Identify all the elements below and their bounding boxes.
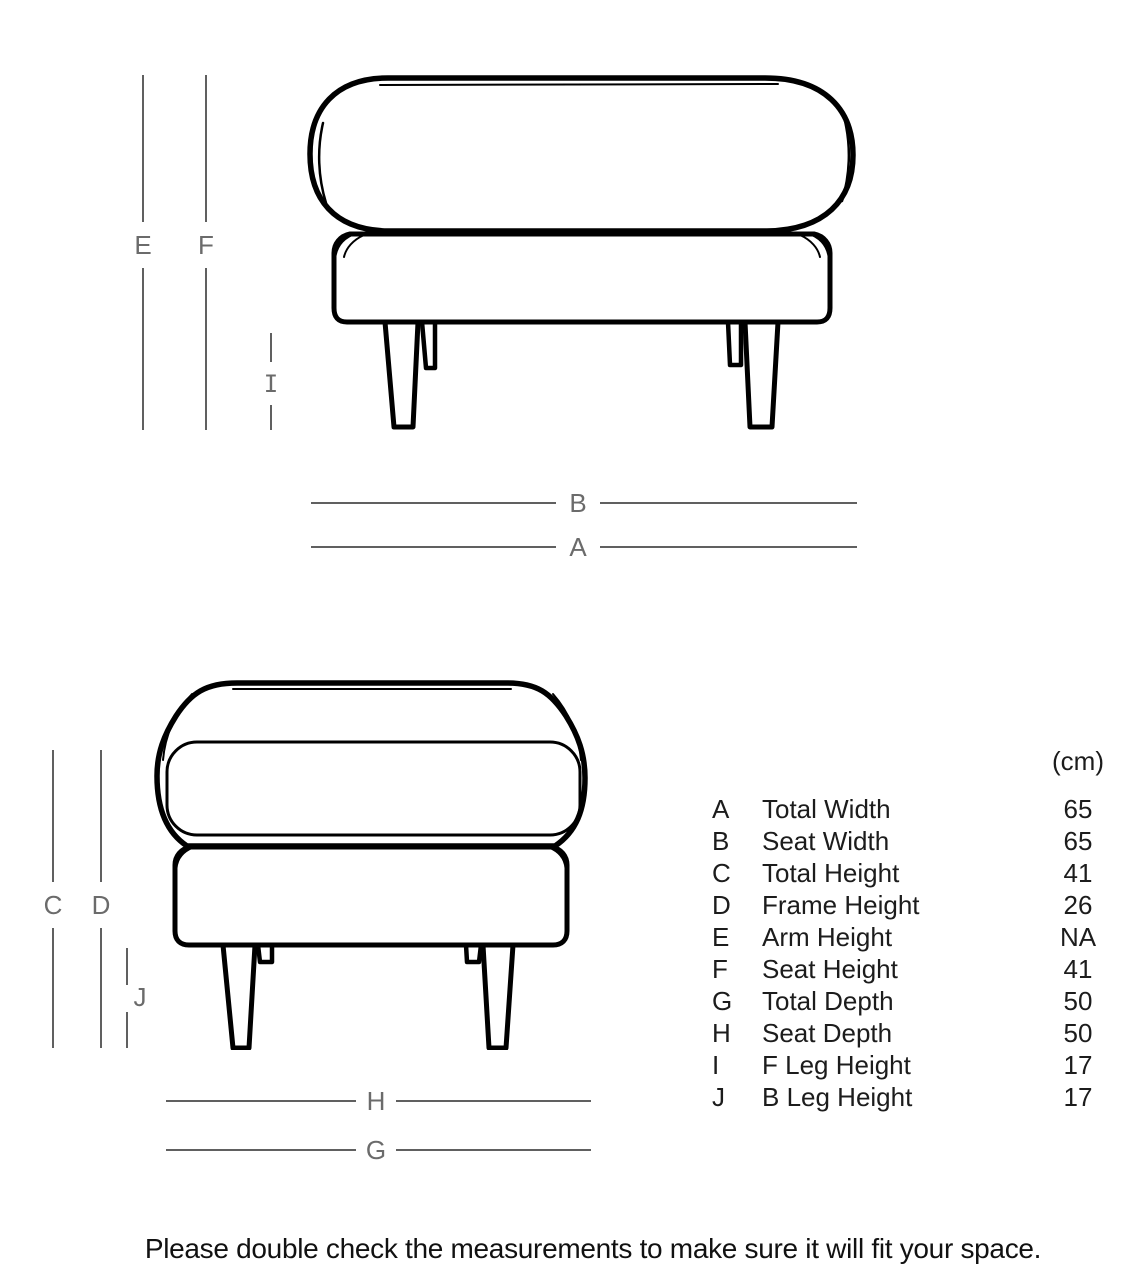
front-view-front-right-leg bbox=[745, 322, 778, 427]
side-view-cushion bbox=[157, 683, 585, 846]
dim-label-D: D bbox=[91, 890, 111, 920]
dim-line-J bbox=[126, 948, 128, 985]
table-row bbox=[712, 921, 1133, 953]
dim-label-F: F bbox=[198, 230, 214, 260]
row-value: 17 bbox=[1063, 1049, 1093, 1080]
table-row bbox=[712, 857, 1133, 889]
unit-header: (cm) bbox=[1052, 745, 1104, 776]
dim-line-D bbox=[100, 750, 102, 882]
dim-line-I bbox=[270, 333, 272, 362]
row-value: 41 bbox=[1063, 857, 1093, 888]
table-row bbox=[712, 889, 1133, 921]
row-letter: B bbox=[712, 825, 730, 856]
row-letter: C bbox=[712, 857, 731, 888]
front-view-front-left-leg bbox=[385, 322, 418, 427]
measurements-table bbox=[712, 745, 1133, 1113]
table-row bbox=[712, 1017, 1133, 1049]
row-value: 41 bbox=[1063, 953, 1093, 984]
row-letter: A bbox=[712, 793, 730, 824]
dim-line-F bbox=[205, 268, 207, 430]
dim-line-G bbox=[396, 1149, 591, 1151]
dim-line-J bbox=[126, 1012, 128, 1048]
side-view-front-left-leg bbox=[223, 945, 255, 1048]
row-name: Seat Width bbox=[762, 825, 890, 856]
dim-line-A bbox=[311, 546, 556, 548]
table-row bbox=[712, 985, 1133, 1017]
row-letter: D bbox=[712, 889, 731, 920]
dim-label-H: H bbox=[366, 1086, 386, 1116]
side-view-base bbox=[175, 847, 567, 945]
dim-line-D bbox=[100, 928, 102, 1048]
front-view-cushion bbox=[310, 78, 853, 231]
row-name: Seat Depth bbox=[762, 1017, 893, 1048]
table-row bbox=[712, 793, 1133, 825]
dim-label-G: G bbox=[365, 1135, 387, 1165]
dim-line-E bbox=[142, 75, 144, 222]
row-name: B Leg Height bbox=[762, 1081, 913, 1112]
row-letter: I bbox=[712, 1049, 720, 1080]
row-letter: H bbox=[712, 1017, 731, 1048]
row-name: Total Depth bbox=[762, 985, 894, 1016]
dim-line-C bbox=[52, 928, 54, 1048]
row-letter: J bbox=[712, 1081, 725, 1112]
row-value: 65 bbox=[1063, 793, 1093, 824]
front-view-back-left-leg bbox=[422, 322, 435, 368]
dim-label-J: J bbox=[133, 982, 147, 1012]
fit-warning-note: Please double check the measurements to make sure it will fit your space. bbox=[144, 1233, 1042, 1264]
dim-line-A bbox=[600, 546, 857, 548]
side-view-front-right-leg bbox=[483, 945, 513, 1048]
footstool-front-view bbox=[300, 55, 870, 435]
table-row bbox=[712, 1081, 1133, 1113]
row-letter: E bbox=[712, 921, 730, 952]
row-letter: F bbox=[712, 953, 728, 984]
table-row bbox=[712, 953, 1133, 985]
row-name: Total Height bbox=[762, 857, 900, 888]
table-row bbox=[712, 825, 1133, 857]
dim-line-B bbox=[311, 502, 556, 504]
table-row bbox=[712, 1049, 1133, 1081]
dim-line-E bbox=[142, 268, 144, 430]
dim-line-I bbox=[270, 405, 272, 430]
side-view-back-left-leg bbox=[258, 945, 272, 962]
dim-label-I: I bbox=[263, 370, 279, 398]
row-name: Frame Height bbox=[762, 889, 920, 920]
row-value: 17 bbox=[1063, 1081, 1093, 1112]
dim-label-A: A bbox=[569, 532, 587, 562]
dim-label-C: C bbox=[43, 890, 63, 920]
dim-line-H bbox=[166, 1100, 356, 1102]
row-name: Seat Height bbox=[762, 953, 898, 984]
row-name: F Leg Height bbox=[762, 1049, 911, 1080]
dim-label-B: B bbox=[569, 488, 587, 518]
row-name: Total Width bbox=[762, 793, 891, 824]
dim-label-E: E bbox=[134, 230, 152, 260]
row-value: 65 bbox=[1063, 825, 1093, 856]
front-view-base bbox=[334, 234, 830, 322]
front-view-back-right-leg bbox=[728, 322, 741, 365]
row-name: Arm Height bbox=[762, 921, 893, 952]
dim-line-H bbox=[396, 1100, 591, 1102]
dim-line-B bbox=[600, 502, 857, 504]
side-view-back-right-leg bbox=[466, 945, 481, 962]
dim-line-F bbox=[205, 75, 207, 222]
row-letter: G bbox=[712, 985, 733, 1016]
row-value: NA bbox=[1059, 921, 1097, 952]
row-value: 50 bbox=[1063, 985, 1093, 1016]
footstool-side-view bbox=[145, 660, 595, 1050]
dim-line-C bbox=[52, 750, 54, 882]
unit-header-row bbox=[712, 745, 1133, 777]
dim-line-G bbox=[166, 1149, 356, 1151]
row-value: 26 bbox=[1063, 889, 1093, 920]
row-value: 50 bbox=[1063, 1017, 1093, 1048]
